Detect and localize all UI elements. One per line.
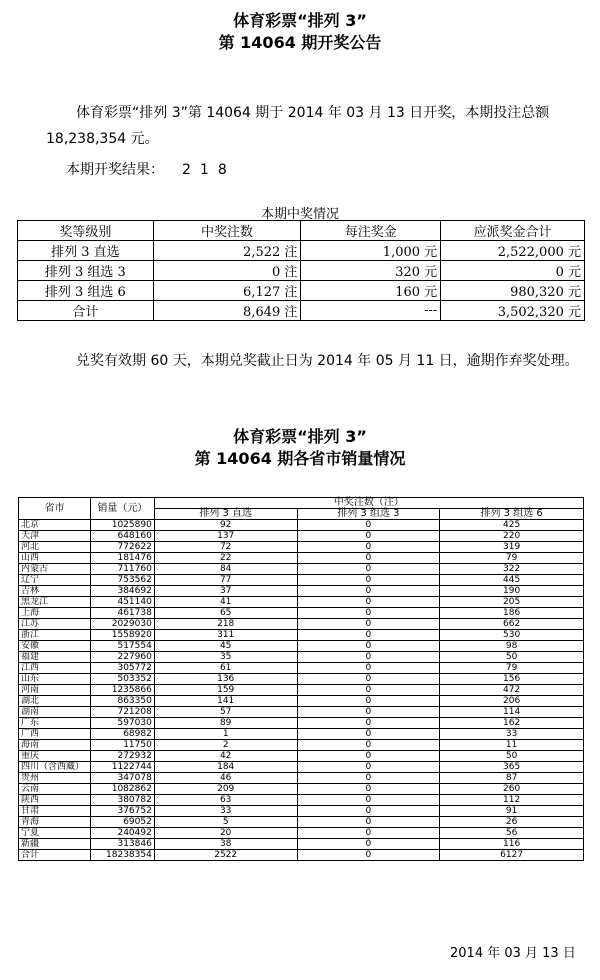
direct-count-cell: 45 bbox=[154, 641, 297, 652]
group6-count-cell: 662 bbox=[440, 619, 584, 630]
award-header-cell: 每注奖金 bbox=[301, 221, 441, 241]
direct-count-cell: 136 bbox=[154, 674, 297, 685]
province-cell: 广西 bbox=[19, 729, 91, 740]
sales-table-row bbox=[19, 685, 584, 696]
direct-count-cell: 46 bbox=[154, 773, 297, 784]
province-cell: 陕西 bbox=[19, 795, 91, 806]
award-header-cell: 奖等级别 bbox=[18, 221, 154, 241]
sales-table-row bbox=[19, 586, 584, 597]
award-total: 980,320 元 bbox=[441, 281, 585, 301]
group6-count-cell: 116 bbox=[440, 839, 584, 850]
sales-amount-cell: 380782 bbox=[90, 795, 154, 806]
group6-count-cell: 114 bbox=[440, 707, 584, 718]
sales-table-row bbox=[19, 597, 584, 608]
sales-amount-cell: 517554 bbox=[90, 641, 154, 652]
sales-amount-cell: 240492 bbox=[90, 828, 154, 839]
group3-count-cell: 0 bbox=[297, 696, 440, 707]
direct-count-cell: 2 bbox=[154, 740, 297, 751]
sales-amount-cell: 648160 bbox=[90, 531, 154, 542]
group6-count-cell: 6127 bbox=[440, 850, 584, 861]
sales-table-row bbox=[19, 630, 584, 641]
group3-count-cell: 0 bbox=[297, 520, 440, 531]
sales-amount-cell: 376752 bbox=[90, 806, 154, 817]
group3-count-cell: 0 bbox=[297, 641, 440, 652]
province-cell: 广东 bbox=[19, 718, 91, 729]
direct-count-cell: 22 bbox=[154, 553, 297, 564]
direct-count-cell: 141 bbox=[154, 696, 297, 707]
sales-table-row bbox=[19, 773, 584, 784]
sales-amount-cell: 272932 bbox=[90, 751, 154, 762]
sales-amount-cell: 1025890 bbox=[90, 520, 154, 531]
award-level: 排列 3 组选 3 bbox=[18, 261, 154, 281]
sales-amount-cell: 305772 bbox=[90, 663, 154, 674]
group6-count-cell: 205 bbox=[440, 597, 584, 608]
award-prize: 1,000 元 bbox=[301, 241, 441, 261]
sales-amount-cell: 18238354 bbox=[90, 850, 154, 861]
sales-amount-cell: 384692 bbox=[90, 586, 154, 597]
sales-table-row bbox=[19, 795, 584, 806]
group6-count-cell: 50 bbox=[440, 652, 584, 663]
sales-table-row bbox=[19, 762, 584, 773]
group3-count-cell: 0 bbox=[297, 795, 440, 806]
province-cell: 江西 bbox=[19, 663, 91, 674]
group6-count-cell: 190 bbox=[440, 586, 584, 597]
award-level: 排列 3 直选 bbox=[18, 241, 154, 261]
draw-result bbox=[66, 157, 236, 183]
sales-table-row bbox=[19, 619, 584, 630]
award-total: 0 元 bbox=[441, 261, 585, 281]
sales-amount-cell: 503352 bbox=[90, 674, 154, 685]
sales-amount-cell: 181476 bbox=[90, 553, 154, 564]
province-cell: 河南 bbox=[19, 685, 91, 696]
province-cell: 山东 bbox=[19, 674, 91, 685]
direct-count-cell: 35 bbox=[154, 652, 297, 663]
winners-header: 中奖注数（注） bbox=[154, 498, 583, 509]
group6-count-cell: 11 bbox=[440, 740, 584, 751]
direct-count-cell: 1 bbox=[154, 729, 297, 740]
sales-amount-cell: 11750 bbox=[90, 740, 154, 751]
sales-amount-cell: 597030 bbox=[90, 718, 154, 729]
group3-count-cell: 0 bbox=[297, 575, 440, 586]
group6-count-cell: 472 bbox=[440, 685, 584, 696]
province-cell: 安徽 bbox=[19, 641, 91, 652]
direct-count-cell: 65 bbox=[154, 608, 297, 619]
province-header: 省市 bbox=[19, 498, 91, 520]
sales-table-row bbox=[19, 575, 584, 586]
province-cell: 海南 bbox=[19, 740, 91, 751]
sales-table-row bbox=[19, 531, 584, 542]
draw-result-label: 本期开奖结果： bbox=[66, 162, 164, 178]
province-cell: 青海 bbox=[19, 817, 91, 828]
group3-count-cell: 0 bbox=[297, 740, 440, 751]
group3-count-cell: 0 bbox=[297, 564, 440, 575]
sales-title-line-2: 第 14064 期各省市销量情况 bbox=[194, 449, 406, 468]
draw-result-numbers: 218 bbox=[182, 162, 236, 178]
direct-count-cell: 63 bbox=[154, 795, 297, 806]
province-cell: 贵州 bbox=[19, 773, 91, 784]
award-header-cell: 中奖注数 bbox=[153, 221, 301, 241]
sales-table-row bbox=[19, 839, 584, 850]
province-cell: 宁夏 bbox=[19, 828, 91, 839]
award-prize: 320 元 bbox=[301, 261, 441, 281]
group6-count-cell: 162 bbox=[440, 718, 584, 729]
sales-table-row bbox=[19, 817, 584, 828]
group6-count-cell: 445 bbox=[440, 575, 584, 586]
winners-subheader: 排列 3 组选 6 bbox=[440, 509, 584, 520]
sales-amount-cell: 227960 bbox=[90, 652, 154, 663]
group3-count-cell: 0 bbox=[297, 619, 440, 630]
sales-table-row bbox=[19, 652, 584, 663]
province-cell: 黑龙江 bbox=[19, 597, 91, 608]
sales-amount-cell: 863350 bbox=[90, 696, 154, 707]
group3-count-cell: 0 bbox=[297, 751, 440, 762]
sales-table-row bbox=[19, 729, 584, 740]
group3-count-cell: 0 bbox=[297, 718, 440, 729]
group3-count-cell: 0 bbox=[297, 806, 440, 817]
sales-amount-cell: 451140 bbox=[90, 597, 154, 608]
award-table-row bbox=[18, 301, 585, 321]
sales-amount-cell: 313846 bbox=[90, 839, 154, 850]
award-prize: 160 元 bbox=[301, 281, 441, 301]
group3-count-cell: 0 bbox=[297, 784, 440, 795]
sales-amount-cell: 711760 bbox=[90, 564, 154, 575]
sales-table-row bbox=[19, 806, 584, 817]
province-cell: 新疆 bbox=[19, 839, 91, 850]
group6-count-cell: 322 bbox=[440, 564, 584, 575]
award-table-caption: 本期中奖情况 bbox=[260, 207, 339, 222]
province-cell: 辽宁 bbox=[19, 575, 91, 586]
sales-amount-cell: 2029030 bbox=[90, 619, 154, 630]
direct-count-cell: 37 bbox=[154, 586, 297, 597]
group3-count-cell: 0 bbox=[297, 707, 440, 718]
sales-table-row bbox=[19, 674, 584, 685]
sales-amount-cell: 347078 bbox=[90, 773, 154, 784]
announcement-title bbox=[0, 10, 600, 54]
direct-count-cell: 84 bbox=[154, 564, 297, 575]
sales-amount-cell: 1558920 bbox=[90, 630, 154, 641]
sales-amount-cell: 461738 bbox=[90, 608, 154, 619]
award-count: 6,127 注 bbox=[153, 281, 301, 301]
award-level: 合计 bbox=[18, 301, 154, 321]
direct-count-cell: 218 bbox=[154, 619, 297, 630]
group3-count-cell: 0 bbox=[297, 817, 440, 828]
group6-count-cell: 56 bbox=[440, 828, 584, 839]
sales-amount-cell: 721208 bbox=[90, 707, 154, 718]
sales-title-line-1: 体育彩票“排列 3” bbox=[233, 427, 367, 446]
direct-count-cell: 42 bbox=[154, 751, 297, 762]
direct-count-cell: 41 bbox=[154, 597, 297, 608]
group6-count-cell: 220 bbox=[440, 531, 584, 542]
direct-count-cell: 311 bbox=[154, 630, 297, 641]
winners-subheader: 排列 3 组选 3 bbox=[297, 509, 440, 520]
group3-count-cell: 0 bbox=[297, 553, 440, 564]
sales-amount-cell: 772622 bbox=[90, 542, 154, 553]
award-header-cell: 应派奖金合计 bbox=[441, 221, 585, 241]
sales-table-row bbox=[19, 784, 584, 795]
province-cell: 北京 bbox=[19, 520, 91, 531]
sales-table-row bbox=[19, 740, 584, 751]
sales-table-row bbox=[19, 850, 584, 861]
sales-table-row bbox=[19, 751, 584, 762]
winners-subheader: 排列 3 直选 bbox=[154, 509, 297, 520]
footer-date: 2014 年 03 月 13 日 bbox=[450, 946, 576, 961]
award-prize: --- bbox=[301, 301, 441, 321]
direct-count-cell: 159 bbox=[154, 685, 297, 696]
province-cell: 湖北 bbox=[19, 696, 91, 707]
direct-count-cell: 89 bbox=[154, 718, 297, 729]
group3-count-cell: 0 bbox=[297, 762, 440, 773]
province-cell: 河北 bbox=[19, 542, 91, 553]
direct-count-cell: 184 bbox=[154, 762, 297, 773]
province-cell: 甘肃 bbox=[19, 806, 91, 817]
group6-count-cell: 530 bbox=[440, 630, 584, 641]
sales-table-row bbox=[19, 718, 584, 729]
sales-table bbox=[18, 497, 584, 861]
direct-count-cell: 77 bbox=[154, 575, 297, 586]
group3-count-cell: 0 bbox=[297, 542, 440, 553]
group3-count-cell: 0 bbox=[297, 773, 440, 784]
award-total: 2,522,000 元 bbox=[441, 241, 585, 261]
province-cell: 湖南 bbox=[19, 707, 91, 718]
sales-table-row bbox=[19, 696, 584, 707]
award-total: 3,502,320 元 bbox=[441, 301, 585, 321]
group6-count-cell: 26 bbox=[440, 817, 584, 828]
group3-count-cell: 0 bbox=[297, 663, 440, 674]
group3-count-cell: 0 bbox=[297, 652, 440, 663]
direct-count-cell: 2522 bbox=[154, 850, 297, 861]
province-cell: 内蒙古 bbox=[19, 564, 91, 575]
province-cell: 福建 bbox=[19, 652, 91, 663]
title-line-1: 体育彩票“排列 3” bbox=[233, 11, 367, 30]
group6-count-cell: 112 bbox=[440, 795, 584, 806]
intro-paragraph: 体育彩票“排列 3”第 14064 期于 2014 年 03 月 13 日开奖，本期投注总额 18,238,354 元。 bbox=[46, 105, 550, 147]
group3-count-cell: 0 bbox=[297, 839, 440, 850]
group6-count-cell: 365 bbox=[440, 762, 584, 773]
sales-amount-cell: 1122744 bbox=[90, 762, 154, 773]
direct-count-cell: 61 bbox=[154, 663, 297, 674]
title-line-2: 第 14064 期开奖公告 bbox=[218, 33, 382, 52]
group3-count-cell: 0 bbox=[297, 685, 440, 696]
sales-table-row bbox=[19, 707, 584, 718]
direct-count-cell: 137 bbox=[154, 531, 297, 542]
sales-header-row bbox=[19, 498, 584, 509]
province-cell: 云南 bbox=[19, 784, 91, 795]
sales-table-row bbox=[19, 564, 584, 575]
award-count: 2,522 注 bbox=[153, 241, 301, 261]
group6-count-cell: 79 bbox=[440, 553, 584, 564]
group6-count-cell: 91 bbox=[440, 806, 584, 817]
province-cell: 山西 bbox=[19, 553, 91, 564]
group6-count-cell: 33 bbox=[440, 729, 584, 740]
sales-table-row bbox=[19, 553, 584, 564]
direct-count-cell: 38 bbox=[154, 839, 297, 850]
award-table bbox=[17, 220, 585, 321]
redemption-notice: 兑奖有效期 60 天，本期兑奖截止日为 2014 年 05 月 11 日，逾期作弃奖处理。 bbox=[76, 353, 579, 369]
direct-count-cell: 5 bbox=[154, 817, 297, 828]
group3-count-cell: 0 bbox=[297, 729, 440, 740]
group6-count-cell: 260 bbox=[440, 784, 584, 795]
sales-table-row bbox=[19, 608, 584, 619]
award-table-row bbox=[18, 241, 585, 261]
group3-count-cell: 0 bbox=[297, 531, 440, 542]
group6-count-cell: 206 bbox=[440, 696, 584, 707]
group6-count-cell: 87 bbox=[440, 773, 584, 784]
award-table-row bbox=[18, 261, 585, 281]
direct-count-cell: 20 bbox=[154, 828, 297, 839]
sales-table-row bbox=[19, 520, 584, 531]
sales-table-row bbox=[19, 828, 584, 839]
sales-amount-cell: 69052 bbox=[90, 817, 154, 828]
direct-count-cell: 209 bbox=[154, 784, 297, 795]
award-count: 8,649 注 bbox=[153, 301, 301, 321]
province-cell: 江苏 bbox=[19, 619, 91, 630]
direct-count-cell: 57 bbox=[154, 707, 297, 718]
group3-count-cell: 0 bbox=[297, 828, 440, 839]
sales-amount-cell: 68982 bbox=[90, 729, 154, 740]
award-level: 排列 3 组选 6 bbox=[18, 281, 154, 301]
group3-count-cell: 0 bbox=[297, 850, 440, 861]
direct-count-cell: 92 bbox=[154, 520, 297, 531]
group6-count-cell: 79 bbox=[440, 663, 584, 674]
province-cell: 四川（含西藏） bbox=[19, 762, 91, 773]
sales-title bbox=[0, 426, 600, 470]
group3-count-cell: 0 bbox=[297, 597, 440, 608]
group3-count-cell: 0 bbox=[297, 630, 440, 641]
group6-count-cell: 186 bbox=[440, 608, 584, 619]
direct-count-cell: 33 bbox=[154, 806, 297, 817]
sales-amount-cell: 1082862 bbox=[90, 784, 154, 795]
sales-table-row bbox=[19, 663, 584, 674]
sales-amount-header: 销量（元） bbox=[90, 498, 154, 520]
direct-count-cell: 72 bbox=[154, 542, 297, 553]
group6-count-cell: 98 bbox=[440, 641, 584, 652]
award-table-row bbox=[18, 281, 585, 301]
province-cell: 上海 bbox=[19, 608, 91, 619]
province-cell: 天津 bbox=[19, 531, 91, 542]
province-cell: 浙江 bbox=[19, 630, 91, 641]
sales-table-row bbox=[19, 542, 584, 553]
group3-count-cell: 0 bbox=[297, 674, 440, 685]
group6-count-cell: 319 bbox=[440, 542, 584, 553]
group6-count-cell: 156 bbox=[440, 674, 584, 685]
group6-count-cell: 50 bbox=[440, 751, 584, 762]
award-table-header-row bbox=[18, 221, 585, 241]
sales-table-row bbox=[19, 641, 584, 652]
group6-count-cell: 425 bbox=[440, 520, 584, 531]
province-cell: 重庆 bbox=[19, 751, 91, 762]
award-count: 0 注 bbox=[153, 261, 301, 281]
province-cell: 合计 bbox=[19, 850, 91, 861]
sales-amount-cell: 1235866 bbox=[90, 685, 154, 696]
group3-count-cell: 0 bbox=[297, 608, 440, 619]
group3-count-cell: 0 bbox=[297, 586, 440, 597]
sales-amount-cell: 753562 bbox=[90, 575, 154, 586]
province-cell: 吉林 bbox=[19, 586, 91, 597]
